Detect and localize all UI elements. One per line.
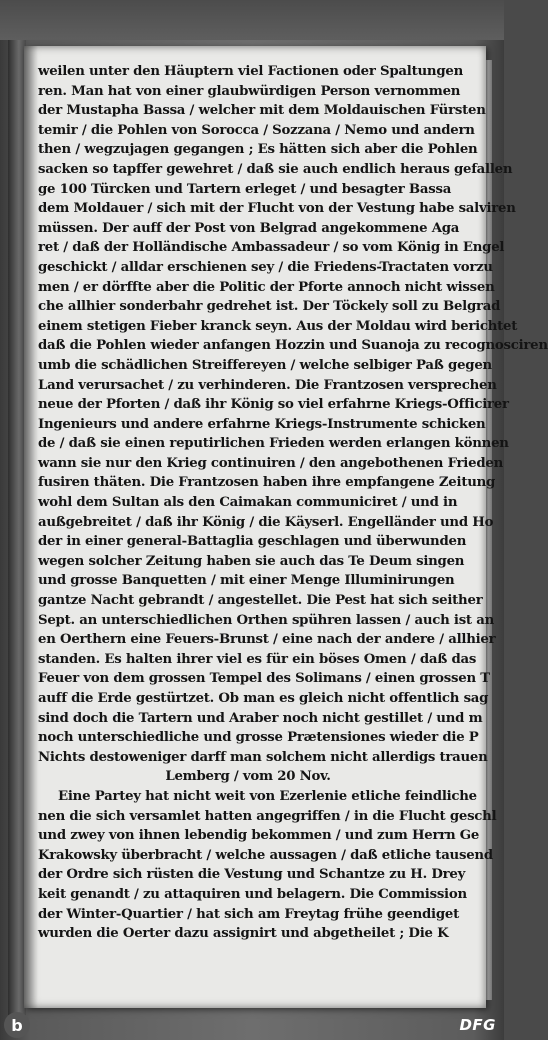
text-line: auff die Erde gestürtzet. Ob man es gleich nicht offentlich sag: [38, 691, 489, 706]
text-line: standen. Es halten ihrer viel es für ein böses Omen / daß das: [38, 651, 477, 667]
text-line: Ingenieurs und andere erfahrne Kriegs-Instrumente schicken: [38, 416, 486, 432]
text-line: keit genandt / zu attaquiren und belagern. Die Commission: [38, 886, 467, 902]
text-line: müssen. Der auff der Post von Belgrad angekommene Aga: [38, 220, 460, 236]
text-line: Krakowsky überbracht / welche aussagen / daß etliche tausend: [38, 847, 493, 863]
text-line: sind doch die Tartern und Araber noch nicht gestillet / und m: [38, 710, 483, 726]
text-block: [38, 62, 548, 944]
text-line: che allhier sonderbahr gedrehet ist. Der Töckely soll zu Belgrad: [38, 299, 501, 315]
text-line: und zwey von ihnen lebendig bekommen / und zum Herrn Ge: [38, 828, 480, 844]
text-line: der Mustapha Bassa / welcher mit dem Moldauischen Fürsten: [38, 103, 486, 119]
text-line: Nichts destoweniger darff man solchem nicht allerdigs trauen: [38, 749, 488, 765]
text-line: umb die schädlichen Streiffereyen / welche selbiger Paß gegen: [38, 357, 492, 373]
text-line: und grosse Banquetten / mit einer Menge Illuminirungen: [38, 573, 455, 589]
text-line: der Ordre sich rüsten die Vestung und Schantze zu H. Drey: [38, 867, 466, 883]
text-line: then / wegzujagen gegangen ; Es hätten sich aber die Pohlen: [38, 142, 478, 158]
text-line: außgebreitet / daß ihr König / die Käyserl. Engelländer und Ho: [38, 514, 494, 530]
text-line: geschickt / alldar erschienen sey / die Friedens-Tractaten vorzu: [38, 259, 493, 275]
text-line: gantze Nacht gebrandt / angestellet. Die Pest hat sich seither: [38, 593, 483, 609]
document-page: [24, 46, 548, 1008]
text-line: temir / die Pohlen von Sorocca / Sozzana / Nemo und andern: [38, 122, 475, 138]
text-line: nen die sich versamlet hatten angegriffen / in die Flucht geschl: [38, 808, 497, 824]
text-line: fusiren thäten. Die Frantzosen haben ihre empfangene Zeitung: [38, 475, 496, 491]
text-line: ge 100 Türcken und Tartern erleget / und besagter Bassa: [38, 181, 452, 197]
dateline-heading: Lemberg / vom 20 Nov.: [165, 769, 331, 785]
text-line: einem stetigen Fieber kranck seyn. Aus der Moldau wird berichtet: [38, 318, 518, 334]
text-line: der in einer general-Battaglia geschlagen und überwunden: [38, 534, 467, 550]
text-line: sacken so tapffer gewehret / daß sie auch endlich heraus gefallen: [38, 161, 513, 177]
text-line: wohl dem Sultan als den Caimakan communiciret / und in: [38, 495, 458, 511]
text-line: weilen unter den Häuptern viel Factionen oder Spaltungen: [38, 64, 463, 79]
text-line: dem Moldauer / sich mit der Flucht von der Vestung habe salviren: [38, 201, 516, 217]
text-line: noch unterschiedliche und grosse Prætensiones wieder die P: [38, 730, 479, 746]
dfg-logo: DFG: [459, 1016, 496, 1034]
text-line: ren. Man hat von einer glaubwürdigen Person vernommen: [38, 83, 461, 99]
scan-top-strip: [0, 0, 504, 40]
text-line: men / er dörffte aber die Politic der Pforte annoch nicht wissen: [38, 279, 495, 295]
text-line: Feuer von dem grossen Tempel des Solimans / einen grossen T: [38, 671, 490, 687]
text-line: de / daß sie einen reputirlichen Frieden werden erlangen können: [38, 436, 509, 452]
page-badge: b: [4, 1012, 30, 1038]
text-line: daß die Pohlen wieder anfangen Hozzin und Suanoja zu recognosciren: [38, 338, 548, 354]
text-line: der Winter-Quartier / hat sich am Freytag frühe geendiget: [38, 906, 459, 922]
text-line: ret / daß der Holländische Ambassadeur / so vom König in Engel: [38, 240, 505, 256]
text-line: Land verursachet / zu verhinderen. Die Frantzosen versprechen: [38, 377, 497, 393]
text-line: Sept. an unterschiedlichen Orthen spühren lassen / auch ist an: [38, 612, 494, 628]
text-line: en Oerthern eine Feuers-Brunst / eine nach der andere / allhier: [38, 632, 496, 648]
text-line: Eine Partey hat nicht weit von Ezerlenie etliche feindliche: [58, 788, 477, 804]
text-line: neue der Pforten / daß ihr König so viel erfahrne Kriegs-Officirer: [38, 397, 509, 413]
text-line: wann sie nur den Krieg continuiren / den angebothenen Frieden: [38, 455, 503, 471]
text-line: wurden die Oerter dazu assignirt und abgetheilet ; Die K: [38, 926, 449, 942]
text-line: wegen solcher Zeitung haben sie auch das Te Deum singen: [38, 553, 465, 569]
